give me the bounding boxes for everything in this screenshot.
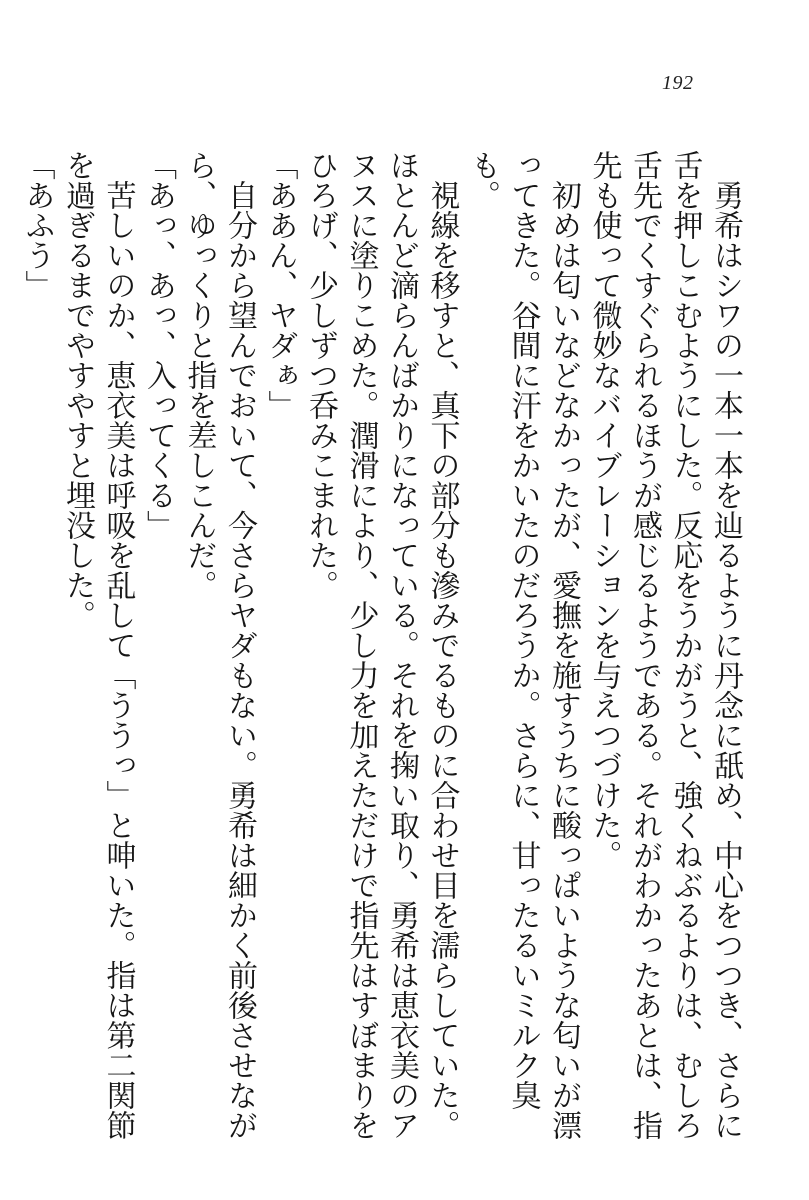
paragraph: 自分から望んでおいて、今さらヤダもない。勇希は細かく前後させながら、ゆっくりと指を差しこんだ。 — [181, 150, 257, 1140]
paragraph: 勇希はシワの一本一本を辿るように丹念に舐め、中心をつつき、さらに舌を押しこむようにした。反応をうかがうと、強くねぶるよりは、むしろ舌先でくすぐられるほうが感じるようである。それがわかったあとは、指先も使って微妙なバイブレーションを与えつづけた。 — [586, 150, 743, 1140]
page-number: 192 — [662, 72, 694, 94]
vertical-text-body — [19, 150, 745, 1160]
dialogue-line: 「あっ、あっ、入ってくる」 — [141, 150, 176, 540]
paragraph: 初めは匂いなどなかったが、愛撫を施すうちに酸っぱいような匂いが漂ってきた。谷間に汗をかいたのだろうか。さらに、甘ったるいミルク臭も。 — [465, 150, 581, 1140]
paragraph: 苦しいのか、恵衣美は呼吸を乱して「ううっ」と呻いた。指は第二関節を過ぎるまでやすやすと埋没した。 — [60, 150, 136, 1140]
paragraph: 視線を移すと、真下の部分も滲みでるものに合わせ目を濡らしていた。ほとんど滴らんばかりになっている。それを掬い取り、勇希は恵衣美のアヌスに塗りこめた。潤滑により、少し力を加えただけで指先はすぼまりをひろげ、少しずつ呑みこまれた。 — [303, 150, 460, 1140]
dialogue-line: 「あふう」 — [19, 150, 55, 300]
dialogue-line: 「ああん、ヤダぁ」 — [262, 150, 298, 420]
